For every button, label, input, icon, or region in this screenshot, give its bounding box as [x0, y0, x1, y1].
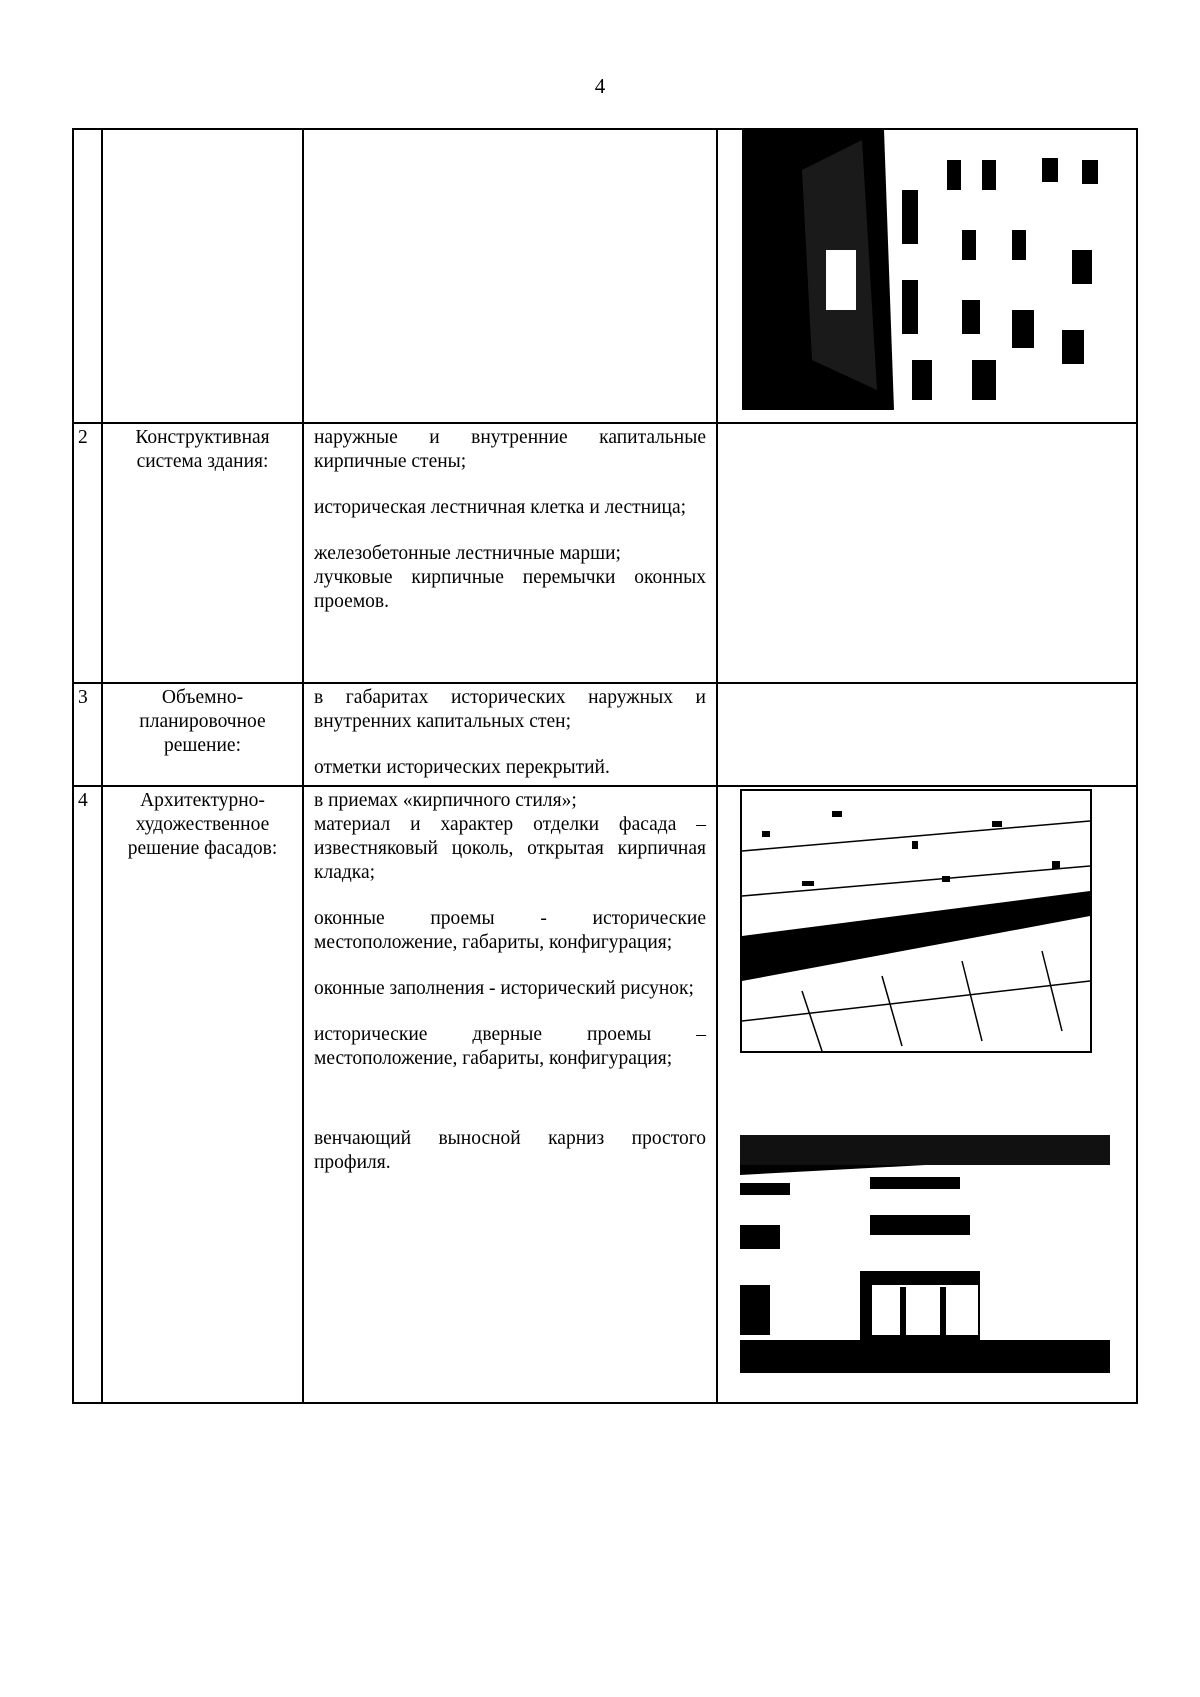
window-lintels-photo — [740, 1135, 1110, 1373]
photo-cell — [717, 129, 1137, 423]
row-description — [303, 786, 717, 1403]
table-row — [73, 423, 1137, 683]
row-label: Конструктивная система здания: — [102, 423, 303, 683]
description-paragraph: оконные заполнения - исторический рисунок; — [314, 978, 694, 999]
row-number: 3 — [73, 683, 102, 786]
protection-subject-table — [72, 128, 1138, 1404]
row-label — [102, 129, 303, 423]
row-description — [303, 683, 717, 786]
row-number: 2 — [73, 423, 102, 683]
description-paragraph: оконные проемы - исторические местоположение, габариты, конфигурация; — [314, 908, 706, 953]
row-description — [303, 129, 717, 423]
row-number: 4 — [73, 786, 102, 1403]
description-paragraph: материал и характер отделки фасада – известняковый цоколь, открытая кирпичная кладка; — [314, 814, 706, 883]
description-paragraph: в габаритах исторических наружных и внутренних капитальных стен; — [314, 687, 706, 732]
description-paragraph: в приемах «кирпичного стиля»; — [314, 790, 577, 811]
description-paragraph: железобетонные лестничные марши; — [314, 543, 621, 564]
photo-cell — [717, 423, 1137, 683]
row-description — [303, 423, 717, 683]
description-paragraph: наружные и внутренние капитальные кирпичные стены; — [314, 427, 706, 472]
photo-cell — [717, 786, 1137, 1403]
description-paragraph: венчающий выносной карниз простого профиля. — [314, 1128, 706, 1173]
description-paragraph: исторические дверные проемы – местоположение, габариты, конфигурация; — [314, 1024, 706, 1069]
row-number — [73, 129, 102, 423]
page-number: 4 — [594, 74, 606, 98]
description-paragraph: отметки исторических перекрытий. — [314, 757, 610, 778]
courtyard-facade-photo — [742, 130, 1113, 410]
description-paragraph: историческая лестничная клетка и лестница; — [314, 497, 687, 518]
row-label: Объемно-планировочное решение: — [102, 683, 303, 786]
row-label: Архитектурно-художественное решение фасадов: — [102, 786, 303, 1403]
limestone-plinth-photo — [740, 789, 1092, 1053]
photo-cell — [717, 683, 1137, 786]
description-paragraph: лучковые кирпичные перемычки оконных проемов. — [314, 567, 706, 612]
table-row — [73, 683, 1137, 786]
table-row — [73, 129, 1137, 423]
table-row — [73, 786, 1137, 1403]
